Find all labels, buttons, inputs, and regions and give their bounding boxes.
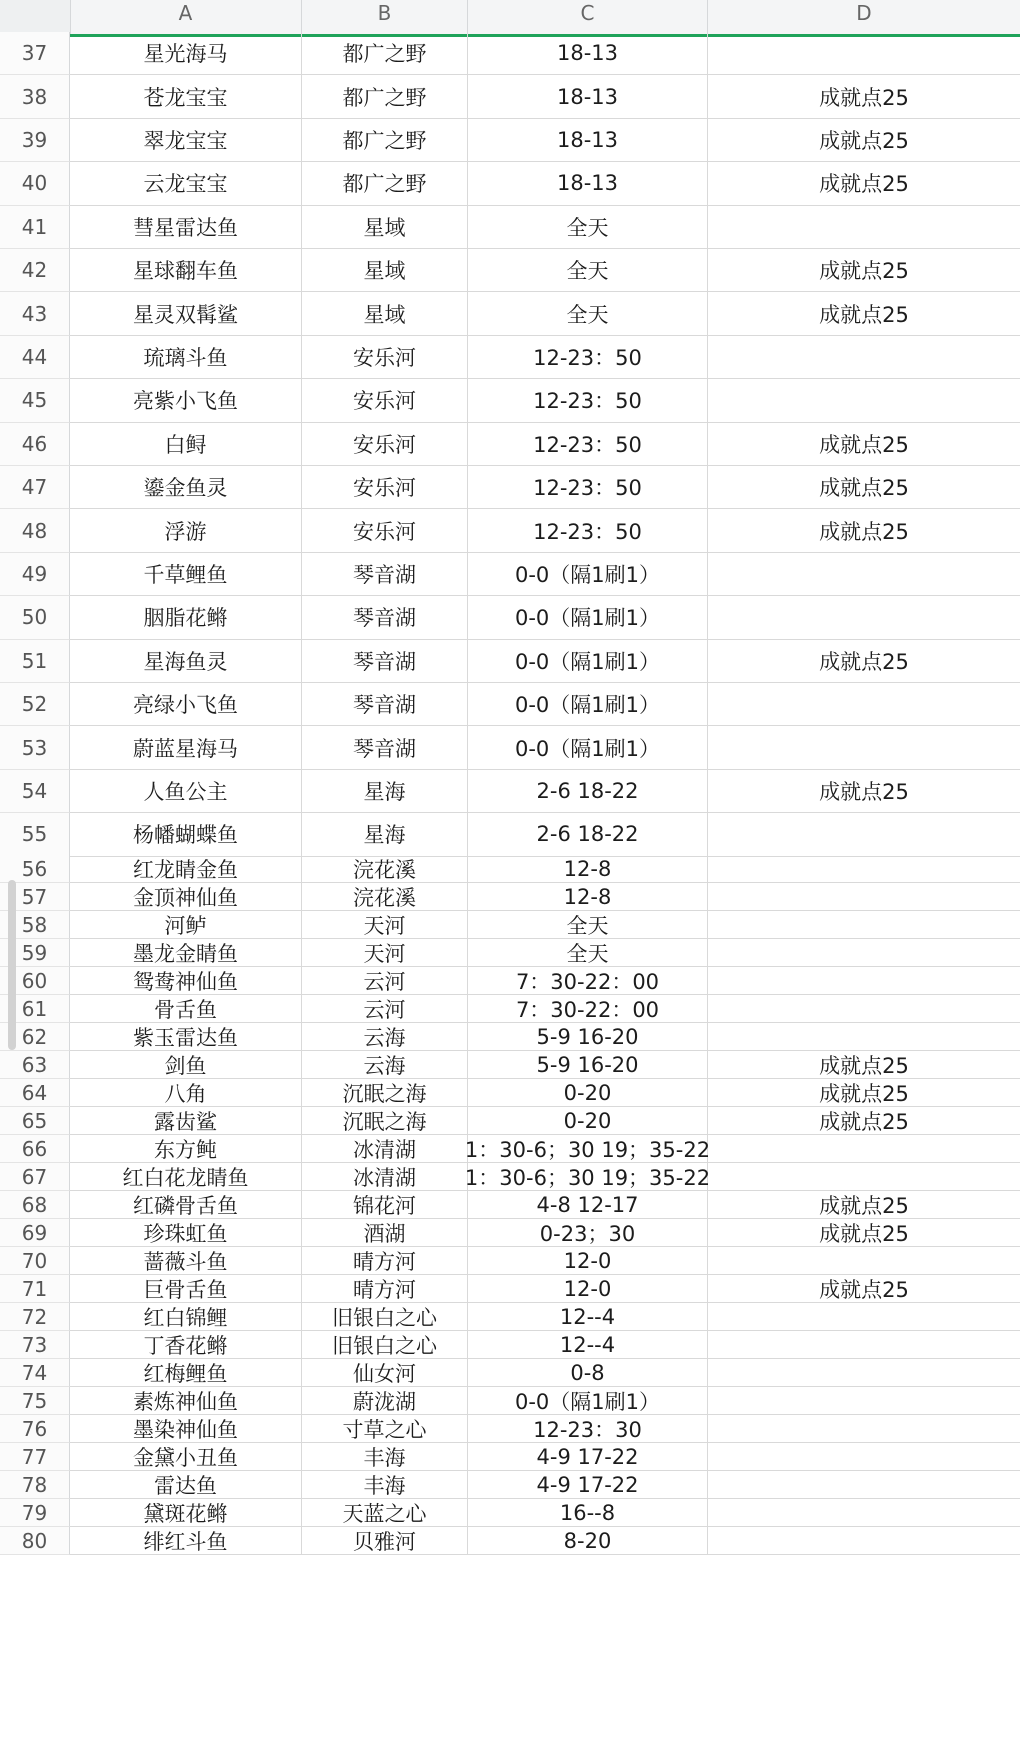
- cell-c[interactable]: 7：30-22：00: [468, 967, 708, 995]
- cell-b[interactable]: 天蓝之心: [302, 1499, 468, 1527]
- cell-b[interactable]: 蔚泷湖: [302, 1387, 468, 1415]
- cell-d[interactable]: [708, 1135, 1020, 1163]
- row-number[interactable]: 64: [0, 1079, 70, 1107]
- cell-b[interactable]: 星海: [302, 770, 468, 813]
- table-row: [0, 1275, 1020, 1303]
- cell-a[interactable]: 红梅鲤鱼: [70, 1359, 302, 1387]
- cell-a[interactable]: 骨舌鱼: [70, 995, 302, 1023]
- table-row: [0, 1415, 1020, 1443]
- cell-d[interactable]: 成就点25: [708, 466, 1020, 509]
- cell-b[interactable]: 琴音湖: [302, 683, 468, 726]
- row-number[interactable]: 79: [0, 1499, 70, 1527]
- cell-b[interactable]: 安乐河: [302, 336, 468, 379]
- cell-a[interactable]: 八角: [70, 1079, 302, 1107]
- cell-c[interactable]: 全天: [468, 939, 708, 967]
- row-number[interactable]: 76: [0, 1415, 70, 1443]
- row-number[interactable]: 45: [0, 379, 70, 422]
- cell-a[interactable]: 翠龙宝宝: [70, 119, 302, 162]
- cell-c[interactable]: 12-8: [468, 883, 708, 911]
- cell-a[interactable]: 胭脂花鳉: [70, 596, 302, 639]
- cell-a[interactable]: 黛斑花鳉: [70, 1499, 302, 1527]
- cell-b[interactable]: 都广之野: [302, 75, 468, 118]
- cell-d[interactable]: 成就点25: [708, 119, 1020, 162]
- cell-a[interactable]: 星海鱼灵: [70, 640, 302, 683]
- cell-c[interactable]: 5-9 16-20: [468, 1051, 708, 1079]
- cell-d[interactable]: [708, 32, 1020, 75]
- cell-a[interactable]: 巨骨舌鱼: [70, 1275, 302, 1303]
- cell-c[interactable]: 5-9 16-20: [468, 1023, 708, 1051]
- cell-c[interactable]: 18-13: [468, 32, 708, 75]
- table-row: [0, 32, 1020, 75]
- row-number[interactable]: 58: [0, 911, 70, 939]
- cell-b[interactable]: 旧银白之心: [302, 1331, 468, 1359]
- cell-b[interactable]: 仙女河: [302, 1359, 468, 1387]
- cell-a[interactable]: 红龙睛金鱼: [70, 855, 302, 883]
- table-row: [0, 1079, 1020, 1107]
- cell-a[interactable]: 浮游: [70, 509, 302, 552]
- row-number[interactable]: 80: [0, 1527, 70, 1555]
- cell-c[interactable]: 1：30-6；30 19；35-22: [468, 1135, 708, 1163]
- row-number[interactable]: 68: [0, 1191, 70, 1219]
- cell-a[interactable]: 星光海马: [70, 32, 302, 75]
- cell-b[interactable]: 锦花河: [302, 1191, 468, 1219]
- cell-d[interactable]: 成就点25: [708, 75, 1020, 118]
- cell-a[interactable]: 素炼神仙鱼: [70, 1387, 302, 1415]
- cell-c[interactable]: 12--4: [468, 1303, 708, 1331]
- table-row: [0, 770, 1020, 813]
- vertical-scrollbar[interactable]: [8, 880, 16, 1050]
- cell-b[interactable]: 都广之野: [302, 162, 468, 205]
- column-header-b[interactable]: B: [302, 0, 468, 34]
- cell-b[interactable]: 安乐河: [302, 509, 468, 552]
- row-number[interactable]: 72: [0, 1303, 70, 1331]
- row-number[interactable]: 53: [0, 726, 70, 769]
- cell-b[interactable]: 琴音湖: [302, 553, 468, 596]
- row-number[interactable]: 56: [0, 855, 70, 883]
- cell-d[interactable]: 成就点25: [708, 1219, 1020, 1247]
- cell-d[interactable]: 成就点25: [708, 1051, 1020, 1079]
- table-row: [0, 1219, 1020, 1247]
- cell-b[interactable]: 浣花溪: [302, 883, 468, 911]
- cell-b[interactable]: 沉眠之海: [302, 1079, 468, 1107]
- select-all-corner[interactable]: [0, 0, 71, 34]
- table-row: [0, 292, 1020, 335]
- cell-c[interactable]: 12-0: [468, 1247, 708, 1275]
- column-header-a[interactable]: A: [70, 0, 302, 34]
- cell-a[interactable]: 蔷薇斗鱼: [70, 1247, 302, 1275]
- row-number[interactable]: 48: [0, 509, 70, 552]
- cell-a[interactable]: 墨龙金睛鱼: [70, 939, 302, 967]
- cell-a[interactable]: 苍龙宝宝: [70, 75, 302, 118]
- row-number[interactable]: 44: [0, 336, 70, 379]
- row-number[interactable]: 54: [0, 770, 70, 813]
- row-number[interactable]: 61: [0, 995, 70, 1023]
- table-row: [0, 75, 1020, 118]
- cell-d[interactable]: 成就点25: [708, 292, 1020, 335]
- cell-a[interactable]: 红白锦鲤: [70, 1303, 302, 1331]
- cell-c[interactable]: 12-8: [468, 855, 708, 883]
- row-number[interactable]: 46: [0, 423, 70, 466]
- cell-a[interactable]: 白鲟: [70, 423, 302, 466]
- cell-b[interactable]: 琴音湖: [302, 640, 468, 683]
- cell-d[interactable]: [708, 1023, 1020, 1051]
- row-number[interactable]: 75: [0, 1387, 70, 1415]
- cell-d[interactable]: [708, 1247, 1020, 1275]
- cell-b[interactable]: 都广之野: [302, 32, 468, 75]
- row-number[interactable]: 60: [0, 967, 70, 995]
- table-row: [0, 883, 1020, 911]
- cell-c[interactable]: 12--4: [468, 1331, 708, 1359]
- cell-c[interactable]: 16--8: [468, 1499, 708, 1527]
- cell-c[interactable]: 0-0（隔1刷1）: [468, 726, 708, 769]
- cell-c[interactable]: 12-23：50: [468, 423, 708, 466]
- cell-c[interactable]: 0-0（隔1刷1）: [468, 1387, 708, 1415]
- row-number[interactable]: 37: [0, 32, 70, 75]
- table-row: [0, 119, 1020, 162]
- cell-b[interactable]: 贝雅河: [302, 1527, 468, 1555]
- table-row: [0, 1051, 1020, 1079]
- table-row: [0, 162, 1020, 205]
- cell-c[interactable]: 2-6 18-22: [468, 770, 708, 813]
- cell-b[interactable]: 星域: [302, 206, 468, 249]
- cell-d[interactable]: 成就点25: [708, 162, 1020, 205]
- cell-a[interactable]: 露齿鲨: [70, 1107, 302, 1135]
- table-row: [0, 336, 1020, 379]
- cell-b[interactable]: 天河: [302, 939, 468, 967]
- cell-a[interactable]: 云龙宝宝: [70, 162, 302, 205]
- cell-b[interactable]: 星海: [302, 813, 468, 856]
- table-row: [0, 509, 1020, 552]
- row-number[interactable]: 49: [0, 553, 70, 596]
- cell-a[interactable]: 星灵双髯鲨: [70, 292, 302, 335]
- cell-d[interactable]: [708, 1359, 1020, 1387]
- cell-d[interactable]: [708, 855, 1020, 883]
- row-number[interactable]: 65: [0, 1107, 70, 1135]
- cell-c[interactable]: 1：30-6；30 19；35-22: [468, 1163, 708, 1191]
- row-number[interactable]: 38: [0, 75, 70, 118]
- cell-b[interactable]: 琴音湖: [302, 726, 468, 769]
- cell-b[interactable]: 浣花溪: [302, 855, 468, 883]
- cell-d[interactable]: [708, 967, 1020, 995]
- cell-b[interactable]: 天河: [302, 911, 468, 939]
- cell-b[interactable]: 晴方河: [302, 1247, 468, 1275]
- row-number[interactable]: 62: [0, 1023, 70, 1051]
- cell-a[interactable]: 金黛小丑鱼: [70, 1443, 302, 1471]
- cell-c[interactable]: 8-20: [468, 1527, 708, 1555]
- cell-a[interactable]: 剑鱼: [70, 1051, 302, 1079]
- cell-d[interactable]: [708, 813, 1020, 856]
- cell-b[interactable]: 旧银白之心: [302, 1303, 468, 1331]
- row-number[interactable]: 52: [0, 683, 70, 726]
- table-row: [0, 1471, 1020, 1499]
- cell-d[interactable]: [708, 911, 1020, 939]
- table-row: [0, 596, 1020, 639]
- cell-d[interactable]: [708, 883, 1020, 911]
- cell-c[interactable]: 4-8 12-17: [468, 1191, 708, 1219]
- cell-c[interactable]: 7：30-22：00: [468, 995, 708, 1023]
- cell-c[interactable]: 全天: [468, 292, 708, 335]
- cell-c[interactable]: 18-13: [468, 75, 708, 118]
- row-number[interactable]: 70: [0, 1247, 70, 1275]
- cell-c[interactable]: 0-0（隔1刷1）: [468, 553, 708, 596]
- cell-b[interactable]: 云海: [302, 1051, 468, 1079]
- row-number[interactable]: 43: [0, 292, 70, 335]
- cell-c[interactable]: 4-9 17-22: [468, 1443, 708, 1471]
- cell-a[interactable]: 人鱼公主: [70, 770, 302, 813]
- row-number[interactable]: 50: [0, 596, 70, 639]
- cell-b[interactable]: 冰清湖: [302, 1135, 468, 1163]
- cell-d[interactable]: 成就点25: [708, 249, 1020, 292]
- cell-b[interactable]: 云海: [302, 1023, 468, 1051]
- row-number[interactable]: 41: [0, 206, 70, 249]
- cell-a[interactable]: 东方鲀: [70, 1135, 302, 1163]
- table-row: [0, 1135, 1020, 1163]
- cell-b[interactable]: 丰海: [302, 1471, 468, 1499]
- cell-a[interactable]: 红白花龙睛鱼: [70, 1163, 302, 1191]
- cell-d[interactable]: [708, 596, 1020, 639]
- table-row: [0, 379, 1020, 422]
- cell-d[interactable]: 成就点25: [708, 640, 1020, 683]
- cell-d[interactable]: [708, 1527, 1020, 1555]
- cell-a[interactable]: 金顶神仙鱼: [70, 883, 302, 911]
- cell-c[interactable]: 12-23：50: [468, 379, 708, 422]
- cell-d[interactable]: [708, 553, 1020, 596]
- cell-b[interactable]: 酒湖: [302, 1219, 468, 1247]
- row-number[interactable]: 67: [0, 1163, 70, 1191]
- cell-b[interactable]: 琴音湖: [302, 596, 468, 639]
- cell-c[interactable]: 0-0（隔1刷1）: [468, 683, 708, 726]
- cell-a[interactable]: 星球翻车鱼: [70, 249, 302, 292]
- cell-c[interactable]: 18-13: [468, 119, 708, 162]
- row-number[interactable]: 39: [0, 119, 70, 162]
- cell-c[interactable]: 0-0（隔1刷1）: [468, 596, 708, 639]
- cell-d[interactable]: [708, 1163, 1020, 1191]
- row-number[interactable]: 78: [0, 1471, 70, 1499]
- row-number[interactable]: 77: [0, 1443, 70, 1471]
- table-row: [0, 683, 1020, 726]
- cell-a[interactable]: 墨染神仙鱼: [70, 1415, 302, 1443]
- cell-a[interactable]: 丁香花鳉: [70, 1331, 302, 1359]
- cell-d[interactable]: [708, 1387, 1020, 1415]
- cell-a[interactable]: 琉璃斗鱼: [70, 336, 302, 379]
- cell-c[interactable]: 12-23：50: [468, 509, 708, 552]
- row-number[interactable]: 42: [0, 249, 70, 292]
- cell-c[interactable]: 全天: [468, 206, 708, 249]
- column-header-d[interactable]: D: [856, 1, 872, 25]
- table-row: [0, 553, 1020, 596]
- cell-d[interactable]: [708, 1443, 1020, 1471]
- table-row: [0, 1191, 1020, 1219]
- row-number[interactable]: 74: [0, 1359, 70, 1387]
- cell-a[interactable]: 紫玉雷达鱼: [70, 1023, 302, 1051]
- cell-c[interactable]: 12-23：30: [468, 1415, 708, 1443]
- cell-d[interactable]: [708, 726, 1020, 769]
- cell-a[interactable]: 鎏金鱼灵: [70, 466, 302, 509]
- cell-a[interactable]: 千草鲤鱼: [70, 553, 302, 596]
- cell-d[interactable]: [708, 206, 1020, 249]
- cell-a[interactable]: 亮紫小飞鱼: [70, 379, 302, 422]
- row-number[interactable]: 55: [0, 813, 70, 856]
- cell-d[interactable]: [708, 379, 1020, 422]
- cell-c[interactable]: 2-6 18-22: [468, 813, 708, 856]
- cell-b[interactable]: 安乐河: [302, 466, 468, 509]
- cell-d[interactable]: [708, 683, 1020, 726]
- row-number[interactable]: 66: [0, 1135, 70, 1163]
- cell-d[interactable]: 成就点25: [708, 423, 1020, 466]
- column-header-bar: [0, 0, 1020, 35]
- table-row: [0, 1023, 1020, 1051]
- cell-d[interactable]: [708, 939, 1020, 967]
- cell-b[interactable]: 星域: [302, 292, 468, 335]
- cell-a[interactable]: 雷达鱼: [70, 1471, 302, 1499]
- table-row: [0, 967, 1020, 995]
- table-row: [0, 1387, 1020, 1415]
- cell-c[interactable]: 12-23：50: [468, 466, 708, 509]
- row-number[interactable]: 57: [0, 883, 70, 911]
- cell-c[interactable]: 0-20: [468, 1107, 708, 1135]
- cell-b[interactable]: 星域: [302, 249, 468, 292]
- cell-a[interactable]: 绯红斗鱼: [70, 1527, 302, 1555]
- cell-a[interactable]: 红磷骨舌鱼: [70, 1191, 302, 1219]
- cell-d[interactable]: [708, 995, 1020, 1023]
- table-row: [0, 640, 1020, 683]
- row-number[interactable]: 59: [0, 939, 70, 967]
- table-row: [0, 855, 1020, 883]
- cell-a[interactable]: 亮绿小飞鱼: [70, 683, 302, 726]
- cell-b[interactable]: 云河: [302, 967, 468, 995]
- table-row: [0, 1527, 1020, 1555]
- cell-d[interactable]: [708, 1471, 1020, 1499]
- cell-d[interactable]: 成就点25: [708, 1275, 1020, 1303]
- cell-b[interactable]: 沉眠之海: [302, 1107, 468, 1135]
- cell-b[interactable]: 安乐河: [302, 423, 468, 466]
- table-row: [0, 423, 1020, 466]
- cell-c[interactable]: 4-9 17-22: [468, 1471, 708, 1499]
- cell-b[interactable]: 寸草之心: [302, 1415, 468, 1443]
- cell-b[interactable]: 云河: [302, 995, 468, 1023]
- cell-c[interactable]: 12-23：50: [468, 336, 708, 379]
- table-row: [0, 1303, 1020, 1331]
- cell-b[interactable]: 冰清湖: [302, 1163, 468, 1191]
- row-number[interactable]: 71: [0, 1275, 70, 1303]
- cell-c[interactable]: 全天: [468, 911, 708, 939]
- cell-b[interactable]: 安乐河: [302, 379, 468, 422]
- cell-a[interactable]: 鸳鸯神仙鱼: [70, 967, 302, 995]
- cell-d[interactable]: [708, 1499, 1020, 1527]
- cell-c[interactable]: 0-23；30: [468, 1219, 708, 1247]
- row-number[interactable]: 47: [0, 466, 70, 509]
- table-row: [0, 1359, 1020, 1387]
- cell-b[interactable]: 晴方河: [302, 1275, 468, 1303]
- cell-a[interactable]: 珍珠虹鱼: [70, 1219, 302, 1247]
- cell-d[interactable]: [708, 1303, 1020, 1331]
- cell-b[interactable]: 丰海: [302, 1443, 468, 1471]
- cell-a[interactable]: 河鲈: [70, 911, 302, 939]
- table-row: [0, 249, 1020, 292]
- cell-d[interactable]: 成就点25: [708, 770, 1020, 813]
- table-row: [0, 206, 1020, 249]
- table-row: [0, 1163, 1020, 1191]
- table-row: [0, 1499, 1020, 1527]
- row-number[interactable]: 73: [0, 1331, 70, 1359]
- row-number[interactable]: 69: [0, 1219, 70, 1247]
- cell-c[interactable]: 0-20: [468, 1079, 708, 1107]
- table-row: [0, 1247, 1020, 1275]
- table-row: [0, 911, 1020, 939]
- cell-d[interactable]: 成就点25: [708, 509, 1020, 552]
- cell-d[interactable]: [708, 1415, 1020, 1443]
- cell-c[interactable]: 0-8: [468, 1359, 708, 1387]
- cell-d[interactable]: 成就点25: [708, 1191, 1020, 1219]
- cell-a[interactable]: 杨幡蝴蝶鱼: [70, 813, 302, 856]
- table-row: [0, 939, 1020, 967]
- column-header-c[interactable]: C: [468, 0, 708, 34]
- row-number[interactable]: 63: [0, 1051, 70, 1079]
- row-number[interactable]: 51: [0, 640, 70, 683]
- cell-a[interactable]: 蔚蓝星海马: [70, 726, 302, 769]
- cell-c[interactable]: 0-0（隔1刷1）: [468, 640, 708, 683]
- cell-c[interactable]: 18-13: [468, 162, 708, 205]
- row-number[interactable]: 40: [0, 162, 70, 205]
- table-row: [0, 466, 1020, 509]
- cell-c[interactable]: 12-0: [468, 1275, 708, 1303]
- table-row: [0, 995, 1020, 1023]
- table-row: [0, 1107, 1020, 1135]
- table-row: [0, 1331, 1020, 1359]
- cell-d[interactable]: 成就点25: [708, 1107, 1020, 1135]
- cell-d[interactable]: 成就点25: [708, 1079, 1020, 1107]
- cell-d[interactable]: [708, 336, 1020, 379]
- cell-c[interactable]: 全天: [468, 249, 708, 292]
- cell-a[interactable]: 彗星雷达鱼: [70, 206, 302, 249]
- cell-b[interactable]: 都广之野: [302, 119, 468, 162]
- table-row: [0, 813, 1020, 856]
- cell-d[interactable]: [708, 1331, 1020, 1359]
- table-row: [0, 726, 1020, 769]
- table-row: [0, 1443, 1020, 1471]
